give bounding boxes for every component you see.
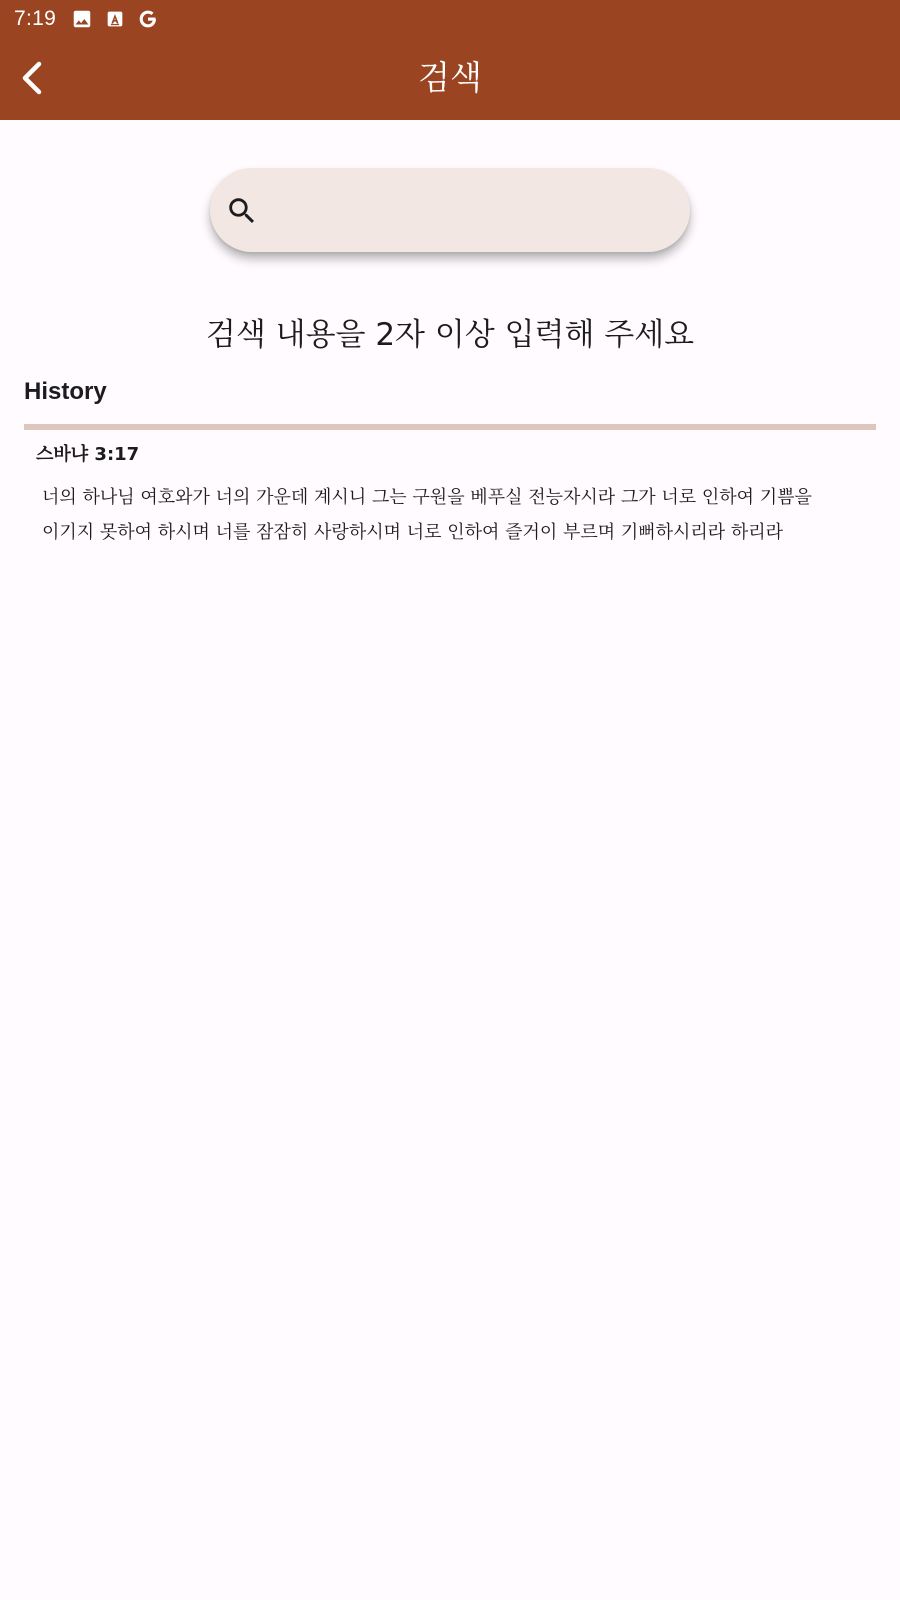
history-divider bbox=[24, 424, 876, 430]
app-bar bbox=[0, 0, 900, 120]
history-item-text: 너의 하나님 여호와가 너의 가운데 계시니 그는 구원을 베푸실 전능자시라 그가 너로 인하여 기쁨을 이기지 못하여 하시며 너를 잠잠히 사랑하시며 너로 인하여 즐거이 부르며 기뻐하시리라 하리라 bbox=[42, 487, 812, 543]
history-item[interactable] bbox=[24, 432, 876, 552]
back-button[interactable] bbox=[14, 56, 54, 100]
page-title: 검색 bbox=[418, 58, 482, 97]
google-icon bbox=[137, 8, 159, 30]
image-icon bbox=[71, 8, 93, 30]
search-input[interactable] bbox=[270, 186, 665, 234]
translate-icon bbox=[104, 8, 126, 30]
search-bar[interactable] bbox=[210, 168, 690, 252]
chevron-left-icon bbox=[14, 56, 54, 100]
history-heading: History bbox=[24, 378, 107, 405]
history-item-reference: 스바냐 3:17 bbox=[36, 444, 140, 465]
search-icon bbox=[225, 194, 259, 228]
status-time: 7:19 bbox=[14, 7, 57, 30]
status-bar bbox=[0, 0, 900, 38]
search-hint: 검색 내용을 2자 이상 입력해 주세요 bbox=[205, 317, 695, 353]
